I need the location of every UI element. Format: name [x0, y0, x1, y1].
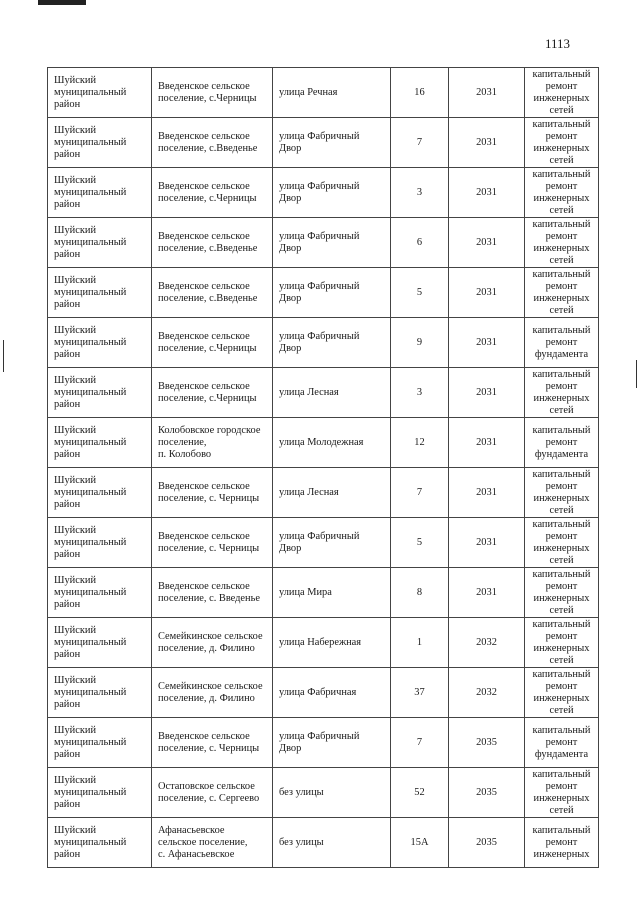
cell-house-number-text: 9 — [416, 336, 423, 348]
cell-house-number — [391, 218, 449, 268]
cell-work-type-text: капитальный ремонт инженерных сетей — [532, 168, 591, 216]
cell-house-number-text: 12 — [414, 436, 425, 448]
cell-district-text: Шуйский муниципальный район — [54, 74, 127, 110]
cell-settlement-text: Введенское сельское поселение, с.Введенье — [158, 230, 258, 254]
cell-year — [449, 168, 525, 218]
cell-house-number-text: 52 — [414, 786, 425, 798]
cell-year-text: 2031 — [476, 86, 497, 98]
cell-district-text: Шуйский муниципальный район — [54, 524, 127, 560]
cell-district-text: Шуйский муниципальный район — [54, 174, 127, 210]
cell-district-text: Шуйский муниципальный район — [54, 374, 127, 410]
cell-street — [273, 518, 391, 568]
cell-work-type-text: капитальный ремонт инженерных сетей — [532, 518, 591, 566]
cell-street-text: улица Лесная — [279, 386, 339, 398]
table-row — [48, 768, 599, 818]
cell-street — [273, 118, 391, 168]
cell-house-number — [391, 368, 449, 418]
cell-year-text: 2031 — [476, 186, 497, 198]
cell-street — [273, 368, 391, 418]
cell-street-text: улица Фабричный Двор — [279, 530, 360, 554]
cell-work-type-text: капитальный ремонт инженерных сетей — [532, 68, 591, 116]
cell-district-text: Шуйский муниципальный район — [54, 324, 127, 360]
cell-settlement-text: Введенское сельское поселение, с.Введенье — [158, 280, 258, 304]
cell-settlement — [152, 618, 273, 668]
table-row — [48, 418, 599, 468]
cell-house-number-text: 7 — [416, 486, 423, 498]
cell-street — [273, 618, 391, 668]
cell-house-number-text: 3 — [416, 186, 423, 198]
cell-settlement — [152, 168, 273, 218]
cell-year-text: 2035 — [476, 786, 497, 798]
cell-settlement — [152, 768, 273, 818]
cell-year-text: 2031 — [476, 586, 497, 598]
cell-house-number — [391, 618, 449, 668]
cell-work-type — [525, 818, 599, 868]
table-row — [48, 368, 599, 418]
cell-house-number-text: 37 — [414, 686, 425, 698]
cell-district — [48, 318, 152, 368]
cell-work-type — [525, 518, 599, 568]
right-margin-mark — [636, 360, 637, 388]
cell-district — [48, 418, 152, 468]
cell-house-number-text: 15А — [410, 836, 429, 848]
cell-street-text: улица Фабричный Двор — [279, 230, 360, 254]
cell-street-text: улица Молодежная — [279, 436, 364, 448]
cell-street-text: улица Фабричный Двор — [279, 130, 360, 154]
cell-district-text: Шуйский муниципальный район — [54, 674, 127, 710]
cell-house-number — [391, 768, 449, 818]
cell-settlement — [152, 218, 273, 268]
table-row — [48, 268, 599, 318]
cell-year-text: 2031 — [476, 536, 497, 548]
cell-street-text: улица Фабричный Двор — [279, 330, 360, 354]
cell-street-text: улица Мира — [279, 586, 332, 598]
cell-work-type — [525, 268, 599, 318]
cell-house-number-text: 7 — [416, 736, 423, 748]
cell-year — [449, 818, 525, 868]
table-row — [48, 168, 599, 218]
cell-work-type-text: капитальный ремонт инженерных сетей — [532, 118, 591, 166]
cell-year — [449, 568, 525, 618]
cell-house-number — [391, 418, 449, 468]
cell-work-type-text: капитальный ремонт инженерных сетей — [532, 468, 591, 516]
cell-street — [273, 218, 391, 268]
cell-settlement — [152, 318, 273, 368]
cell-house-number-text: 5 — [416, 536, 423, 548]
cell-district — [48, 768, 152, 818]
table-body — [48, 68, 599, 868]
cell-settlement — [152, 518, 273, 568]
cell-work-type-text: капитальный ремонт инженерных — [532, 824, 591, 860]
cell-year-text: 2031 — [476, 236, 497, 248]
cell-work-type-text: капитальный ремонт инженерных сетей — [532, 368, 591, 416]
cell-street — [273, 668, 391, 718]
cell-settlement — [152, 818, 273, 868]
cell-district-text: Шуйский муниципальный район — [54, 724, 127, 760]
cell-house-number — [391, 168, 449, 218]
cell-settlement-text: Семейкинское сельское поселение, д. Филино — [158, 680, 263, 704]
cell-district-text: Шуйский муниципальный район — [54, 474, 127, 510]
cell-house-number — [391, 118, 449, 168]
cell-year-text: 2032 — [476, 686, 497, 698]
cell-work-type-text: капитальный ремонт инженерных сетей — [532, 768, 591, 816]
cell-house-number — [391, 818, 449, 868]
cell-year-text: 2035 — [476, 736, 497, 748]
cell-district — [48, 118, 152, 168]
cell-year — [449, 368, 525, 418]
cell-district-text: Шуйский муниципальный район — [54, 624, 127, 660]
cell-district-text: Шуйский муниципальный район — [54, 224, 127, 260]
cell-settlement-text: Введенское сельское поселение, с. Черницы — [158, 530, 260, 554]
cell-district-text: Шуйский муниципальный район — [54, 774, 127, 810]
cell-work-type — [525, 468, 599, 518]
cell-district — [48, 168, 152, 218]
cell-house-number-text: 8 — [416, 586, 423, 598]
cell-settlement-text: Введенское сельское поселение, с. Черницы — [158, 730, 260, 754]
cell-house-number-text: 6 — [416, 236, 423, 248]
cell-settlement — [152, 468, 273, 518]
cell-settlement — [152, 418, 273, 468]
cell-district-text: Шуйский муниципальный район — [54, 274, 127, 310]
cell-year — [449, 68, 525, 118]
cell-street — [273, 268, 391, 318]
cell-district — [48, 468, 152, 518]
cell-house-number — [391, 718, 449, 768]
page-number: 1113 — [544, 36, 570, 51]
cell-district-text: Шуйский муниципальный район — [54, 424, 127, 460]
cell-work-type — [525, 418, 599, 468]
scan-top-rule — [38, 0, 86, 5]
cell-house-number-text: 1 — [416, 636, 423, 648]
table-row — [48, 118, 599, 168]
table-row — [48, 568, 599, 618]
cell-settlement — [152, 718, 273, 768]
cell-settlement-text: Афанасьевское сельское поселение, с. Афанасьевское — [158, 824, 248, 860]
cell-house-number — [391, 268, 449, 318]
cell-work-type-text: капитальный ремонт инженерных сетей — [532, 268, 591, 316]
cell-year-text: 2031 — [476, 336, 497, 348]
cell-year-text: 2032 — [476, 636, 497, 648]
table-row — [48, 718, 599, 768]
cell-street-text: улица Фабричная — [279, 686, 357, 698]
cell-street — [273, 568, 391, 618]
cell-year — [449, 318, 525, 368]
cell-district — [48, 618, 152, 668]
cell-district — [48, 268, 152, 318]
cell-year — [449, 218, 525, 268]
cell-work-type — [525, 718, 599, 768]
cell-house-number-text: 5 — [416, 286, 423, 298]
cell-settlement-text: Семейкинское сельское поселение, д. Филино — [158, 630, 263, 654]
cell-work-type-text: капитальный ремонт инженерных сетей — [532, 218, 591, 266]
cell-house-number-text: 7 — [416, 136, 423, 148]
cell-work-type — [525, 168, 599, 218]
cell-settlement-text: Колобовское городское поселение, п. Колобово — [158, 424, 261, 460]
table-row — [48, 218, 599, 268]
cell-street — [273, 168, 391, 218]
cell-house-number — [391, 668, 449, 718]
cell-year-text: 2031 — [476, 286, 497, 298]
cell-district-text: Шуйский муниципальный район — [54, 824, 127, 860]
cell-year-text: 2031 — [476, 386, 497, 398]
cell-work-type — [525, 68, 599, 118]
cell-work-type-text: капитальный ремонт инженерных сетей — [532, 618, 591, 666]
cell-district — [48, 718, 152, 768]
cell-settlement — [152, 68, 273, 118]
cell-street — [273, 818, 391, 868]
cell-year — [449, 768, 525, 818]
cell-street-text: улица Речная — [279, 86, 338, 98]
cell-district — [48, 668, 152, 718]
table-row — [48, 818, 599, 868]
cell-street-text: улица Фабричный Двор — [279, 280, 360, 304]
cell-year — [449, 418, 525, 468]
cell-work-type-text: капитальный ремонт фундамента — [532, 724, 591, 760]
cell-settlement-text: Введенское сельское поселение, с.Введенье — [158, 130, 258, 154]
cell-year — [449, 718, 525, 768]
cell-street-text: улица Фабричный Двор — [279, 730, 360, 754]
cell-year-text: 2031 — [476, 436, 497, 448]
cell-settlement-text: Введенское сельское поселение, с. Введенье — [158, 580, 260, 604]
housing-repair-table — [47, 67, 599, 868]
cell-settlement-text: Введенское сельское поселение, с.Черницы — [158, 80, 257, 104]
cell-house-number-text: 3 — [416, 386, 423, 398]
cell-work-type — [525, 218, 599, 268]
cell-year — [449, 668, 525, 718]
cell-street — [273, 418, 391, 468]
table-row — [48, 468, 599, 518]
cell-settlement — [152, 568, 273, 618]
cell-district-text: Шуйский муниципальный район — [54, 574, 127, 610]
cell-work-type — [525, 668, 599, 718]
cell-work-type — [525, 568, 599, 618]
cell-street — [273, 718, 391, 768]
cell-house-number — [391, 468, 449, 518]
cell-house-number — [391, 318, 449, 368]
cell-district — [48, 818, 152, 868]
cell-street-text: улица Набережная — [279, 636, 362, 648]
cell-year — [449, 468, 525, 518]
cell-work-type — [525, 768, 599, 818]
cell-house-number-text: 16 — [414, 86, 425, 98]
left-margin-mark — [3, 340, 4, 372]
cell-work-type — [525, 318, 599, 368]
cell-year — [449, 618, 525, 668]
cell-settlement-text: Введенское сельское поселение, с. Черницы — [158, 480, 260, 504]
table-row — [48, 618, 599, 668]
cell-street — [273, 468, 391, 518]
cell-district — [48, 568, 152, 618]
cell-work-type — [525, 118, 599, 168]
table-row — [48, 68, 599, 118]
cell-year-text: 2031 — [476, 486, 497, 498]
cell-work-type-text: капитальный ремонт фундамента — [532, 424, 591, 460]
cell-street-text: улица Фабричный Двор — [279, 180, 360, 204]
cell-district — [48, 518, 152, 568]
cell-district — [48, 368, 152, 418]
table-row — [48, 668, 599, 718]
cell-settlement-text: Введенское сельское поселение, с.Черницы — [158, 330, 257, 354]
cell-settlement — [152, 668, 273, 718]
cell-street-text: улица Лесная — [279, 486, 339, 498]
cell-work-type — [525, 618, 599, 668]
cell-street-text: без улицы — [279, 836, 324, 848]
table-row — [48, 318, 599, 368]
cell-house-number — [391, 68, 449, 118]
cell-settlement-text: Введенское сельское поселение, с.Черницы — [158, 380, 257, 404]
cell-year-text: 2035 — [476, 836, 497, 848]
cell-year — [449, 268, 525, 318]
table-row — [48, 518, 599, 568]
cell-work-type-text: капитальный ремонт фундамента — [532, 324, 591, 360]
cell-settlement — [152, 118, 273, 168]
cell-settlement-text: Введенское сельское поселение, с.Черницы — [158, 180, 257, 204]
cell-work-type-text: капитальный ремонт инженерных сетей — [532, 568, 591, 616]
cell-street — [273, 318, 391, 368]
cell-work-type — [525, 368, 599, 418]
cell-house-number — [391, 568, 449, 618]
cell-street-text: без улицы — [279, 786, 324, 798]
cell-street — [273, 768, 391, 818]
cell-settlement — [152, 268, 273, 318]
cell-year — [449, 118, 525, 168]
cell-street — [273, 68, 391, 118]
cell-district — [48, 68, 152, 118]
cell-year-text: 2031 — [476, 136, 497, 148]
cell-district — [48, 218, 152, 268]
cell-settlement — [152, 368, 273, 418]
cell-district-text: Шуйский муниципальный район — [54, 124, 127, 160]
cell-year — [449, 518, 525, 568]
cell-work-type-text: капитальный ремонт инженерных сетей — [532, 668, 591, 716]
cell-settlement-text: Остаповское сельское поселение, с. Сергеево — [158, 780, 260, 804]
cell-house-number — [391, 518, 449, 568]
